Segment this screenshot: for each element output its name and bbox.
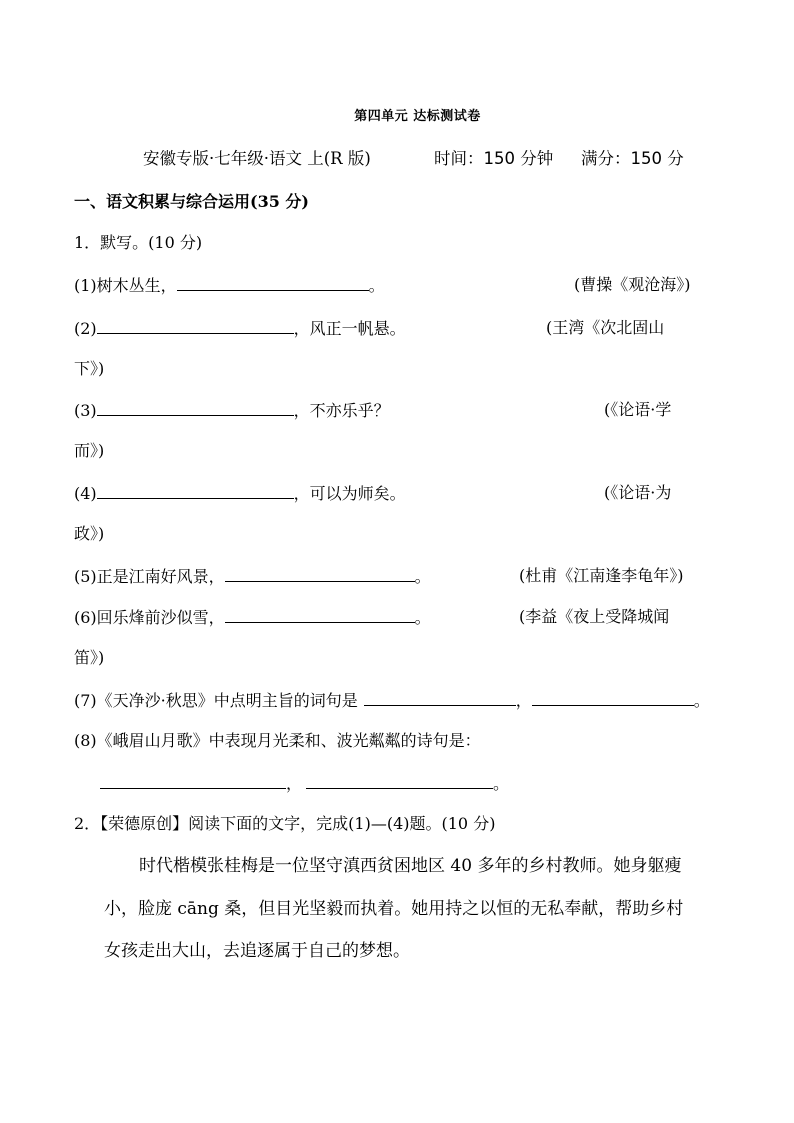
question-prompt: 2．【荣德原创】阅读下面的文字，完成(1)—(4)题。(10 分) (74, 814, 496, 833)
item-text: ，可以为师矣。 (293, 484, 406, 503)
item-text: (4) (74, 484, 97, 503)
item-text: 。 (414, 567, 431, 586)
answer-blank[interactable] (225, 566, 415, 582)
answer-blank[interactable] (532, 690, 694, 706)
item-text: ，不亦乐乎？ (293, 401, 390, 420)
edition-info: 安徽专版·七年级·语文 上(R 版) (143, 149, 371, 168)
item-source: (王湾《次北固山 (546, 318, 665, 337)
answer-blank[interactable] (364, 690, 516, 706)
item-text: ， (286, 774, 303, 793)
fill-in-item (74, 566, 431, 587)
item-text: (6)回乐烽前沙似雪， (74, 608, 225, 627)
page-title: 第四单元 达标测试卷 (354, 109, 481, 124)
answer-blank[interactable] (100, 773, 286, 789)
item-text: ，风正一帆悬。 (293, 319, 406, 338)
item-source: (《论语·为 (604, 483, 672, 502)
fill-in-item (74, 400, 390, 421)
item-text: 。 (693, 691, 710, 710)
item-source: (李益《夜上受降城闻 (519, 607, 670, 626)
score-info: 满分：150 分 (581, 149, 684, 168)
passage-line: 女孩走出大山，去追逐属于自己的梦想。 (104, 941, 410, 961)
fill-in-item (74, 690, 710, 711)
fill-in-item (74, 483, 406, 504)
time-info: 时间：150 分钟 (434, 149, 554, 168)
item-text: 。 (368, 276, 385, 295)
passage-line: 时代楷模张桂梅是一位坚守滇西贫困地区 40 多年的乡村教师。她身躯瘦 (139, 856, 682, 876)
fill-in-item (74, 275, 385, 296)
item-text: ， (515, 691, 532, 710)
answer-blank[interactable] (97, 400, 294, 416)
item-text: (8)《峨眉山月歌》中表现月光柔和、波光粼粼的诗句是： (74, 731, 481, 750)
item-source: (杜甫《江南逢李龟年》) (519, 566, 684, 585)
fill-in-item (74, 731, 481, 751)
item-text: (5)正是江南好风景， (74, 567, 225, 586)
item-text: 。 (493, 774, 510, 793)
question-prompt: 1．默写。(10 分) (74, 233, 203, 252)
item-source-continued: 下》) (74, 359, 105, 378)
answer-line (100, 773, 509, 794)
item-source-continued: 而》) (74, 441, 105, 460)
item-source: (《论语·学 (604, 400, 672, 419)
answer-blank[interactable] (97, 483, 294, 499)
item-source-continued: 笛》) (74, 648, 105, 667)
item-text: 。 (414, 608, 431, 627)
item-source-continued: 政》) (74, 524, 105, 543)
passage-line: 小，脸庞 cāng 桑，但目光坚毅而执着。她用持之以恒的无私奉献，帮助乡村 (104, 899, 684, 919)
item-text: (1)树木丛生， (74, 276, 177, 295)
item-text: (7)《天净沙·秋思》中点明主旨的词句是 (74, 691, 358, 710)
fill-in-item (74, 607, 431, 628)
item-text: (3) (74, 401, 97, 420)
answer-blank[interactable] (97, 318, 294, 334)
fill-in-item (74, 318, 406, 339)
answer-blank[interactable] (306, 773, 493, 789)
answer-blank[interactable] (177, 275, 369, 291)
answer-blank[interactable] (225, 607, 415, 623)
section-heading: 一、语文积累与综合运用(35 分) (74, 192, 309, 211)
item-source: (曹操《观沧海》) (574, 275, 691, 294)
item-text: (2) (74, 319, 97, 338)
